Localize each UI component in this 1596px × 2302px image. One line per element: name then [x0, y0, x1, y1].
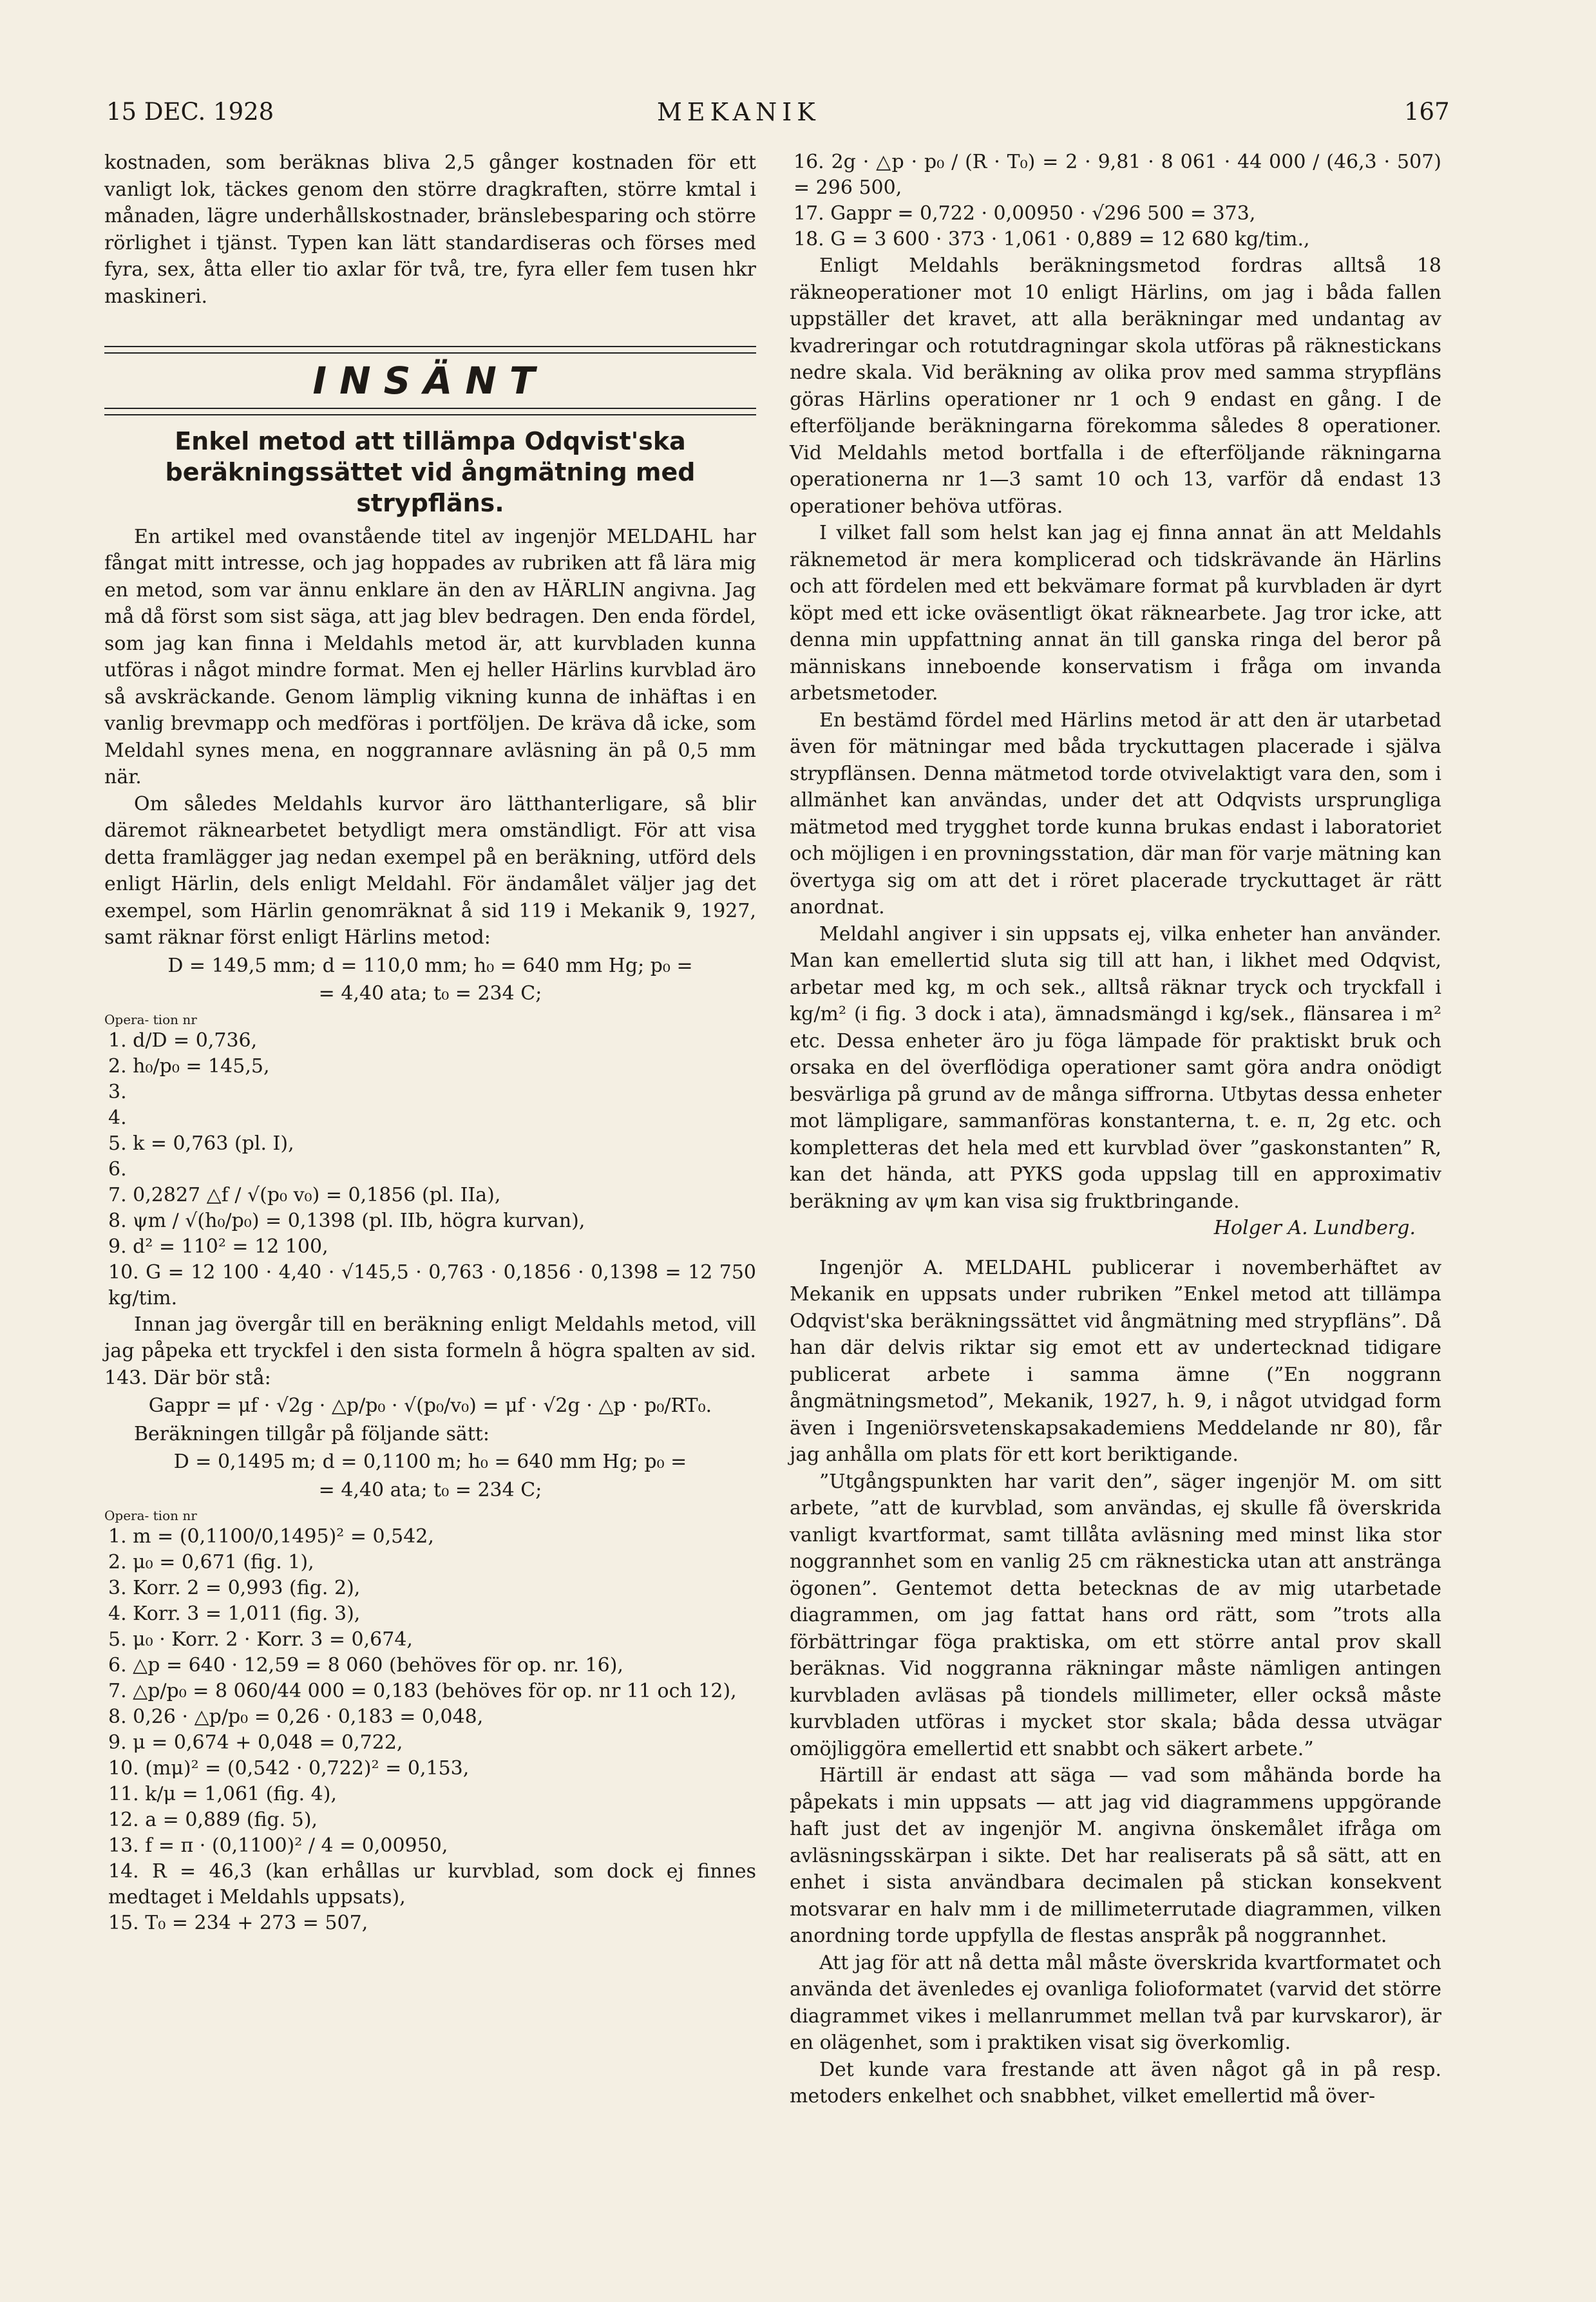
operation-line: 1. m = (0,1100/0,1495)² = 0,542,: [108, 1525, 434, 1548]
operation-line: 2. μ₀ = 0,671 (fig. 1),: [108, 1551, 314, 1574]
page-number: 167: [1404, 98, 1450, 126]
paragraph: En artikel med ovanstående titel av ingenjör MELDAHL har fångat mitt intresse, och jag hoppades av rubriken att få lära mig en metod, som var ännu enklare än den av HÄRLIN angivna. Jag må då först som sist säga, att jag blev bedragen. Den enda fördel, som jag kan finna i Meldahls metod är, att kurvbladen kunna utföras i något mindre format. Men ej heller Härlins kurvblad äro så avskräckande. Genom lämplig vikning kunna de inhäftas i en vanlig brevmapp och medföras i portföljen. De kräva då icke, som Meldahl synes mena, en noggrannare avläsning än på 0,5 mm när.: [104, 525, 756, 788]
operation-list: [104, 1028, 756, 1311]
operation-line: 8. 0,26 · △p/p₀ = 0,26 · 0,183 = 0,048,: [108, 1706, 484, 1728]
given-values: D = 0,1495 m; d = 0,1100 m; h₀ = 640 mm Hg; p₀ =: [173, 1451, 687, 1473]
operation-line: 2. h₀/p₀ = 145,5,: [108, 1054, 270, 1078]
operation-line: 10. (mμ)² = (0,542 · 0,722)² = 0,153,: [108, 1757, 470, 1780]
divider: [104, 346, 756, 347]
left-column: [104, 149, 756, 1936]
paragraph: Beräkningen tillgår på följande sätt:: [134, 1422, 489, 1445]
operation-line: 13. f = π · (0,1100)² / 4 = 0,00950,: [108, 1834, 448, 1857]
paragraph: Innan jag övergår till en beräkning enligt Meldahls metod, vill jag påpeka ett tryckfel i den sista formeln å högra spalten av sid. 143. Där bör stå:: [104, 1313, 756, 1389]
operation-line: 8. ψm / √(h₀/p₀) = 0,1398 (pl. IIb, högra kurvan),: [108, 1209, 585, 1232]
operation-line: 3.: [108, 1080, 127, 1103]
right-column: [790, 149, 1441, 2110]
article-title: Enkel metod att tillämpa Odqvist'ska beräkningssättet vid ångmätning med strypfläns.: [165, 426, 696, 517]
operation-line: 12. a = 0,889 (fig. 5),: [108, 1809, 318, 1831]
divider: [104, 414, 756, 415]
given-values: D = 149,5 mm; d = 110,0 mm; h₀ = 640 mm Hg; p₀ =: [167, 954, 693, 977]
operation-line: 4.: [108, 1106, 127, 1129]
section-banner: INSÄNT: [312, 359, 548, 403]
intro-paragraph: kostnaden, som beräknas bliva 2,5 gånger kostnaden för ett vanligt lok, täckes genom den större dragkraften, större kmtal i månaden, lägre underhållskostnader, bränslebesparing och större rörlighet i tjänst. Typen kan lätt standardiseras och förses med fyra, sex, åtta eller tio axlar för två, tre, fyra eller fem tusen hkr maskineri.: [104, 151, 756, 308]
operation-line: 9. μ = 0,674 + 0,048 = 0,722,: [108, 1731, 403, 1754]
operation-line: 6. △p = 640 · 12,59 = 8 060 (behöves för op. nr. 16),: [108, 1654, 623, 1677]
divider: [104, 408, 756, 409]
given-values: = 4,40 ata; t₀ = 234 C;: [318, 982, 542, 1005]
operation-line: 16. 2g · △p · p₀ / (R · T₀) = 2 · 9,81 · 8 061 · 44 000 / (46,3 · 507) = 296 500,: [793, 151, 1441, 199]
operation-line: 18. G = 3 600 · 373 · 1,061 · 0,889 = 12 680 kg/tim.,: [793, 228, 1310, 251]
header-date: 15 DEC. 1928: [106, 98, 274, 126]
journal-title: MEKANIK: [657, 98, 821, 126]
operation-line: 5. k = 0,763 (pl. I),: [108, 1132, 294, 1155]
operation-line: 4. Korr. 3 = 1,011 (fig. 3),: [108, 1603, 361, 1625]
operation-line: 7. △p/p₀ = 8 060/44 000 = 0,183 (behöves för op. nr 11 och 12),: [108, 1680, 737, 1702]
paragraph: Om således Meldahls kurvor äro lätthanterligare, så blir däremot räknearbetet betydligt mera omständligt. För att visa detta framlägger jag nedan exempel på en beräkning, utförd dels enligt Härlin, dels enligt Meldahl. För ändamålet väljer jag det exempel, som Härlin genomräknat å sid 119 i Mekanik 9, 1927, samt räknar först enligt Härlins metod:: [104, 792, 756, 949]
operation-list: [104, 1524, 756, 1936]
paragraph: Det kunde vara frestande att även något gå in på resp. metoders enkelhet och snabbhet, vilket emellertid må över-: [790, 2058, 1441, 2107]
given-values: = 4,40 ata; t₀ = 234 C;: [318, 1478, 542, 1501]
operation-line: 7. 0,2827 △f / √(p₀ v₀) = 0,1856 (pl. IIa),: [108, 1183, 501, 1206]
operation-line: 11. k/μ = 1,061 (fig. 4),: [108, 1783, 337, 1805]
paragraph: Meldahl angiver i sin uppsats ej, vilka enheter han använder. Man kan emellertid sluta sig till att han, i likhet med Odqvist, arbetar med kg, m och sek., alltså räknar tryck och tryckfall i kg/m² (i fig. 3 dock i ata), ämnadsmängd i kg/sek., flänsarea i m² etc. Dessa enheter äro ju föga lämpade för praktiskt bruk och orsaka en del överflödiga operationer samt göra andra onödigt besvärliga på grund av de många siffrorna. Utbytas dessa enheter mot lämpligare, sammanföras konstanterna, t. e. π, 2g etc. och kompletteras det hela med ett kurvblad över ”gaskonstanten” R, kan det hända, att PYKS goda uppslag till en approximativ beräkning av ψm kan visa sig fruktbringande.: [790, 922, 1441, 1213]
operation-heading: Opera- tion nr: [104, 1011, 197, 1027]
signature: Holger A. Lundberg.: [1213, 1217, 1416, 1239]
divider: [104, 352, 756, 354]
paragraph: Att jag för att nå detta mål måste överskrida kvartformatet och använda det ävenledes ej ovanliga folioformatet (varvid det större diagrammet vikes i mellanrummet mellan två par kurvskaror), är en olägenhet, som i praktiken visat sig överkomlig.: [790, 1951, 1441, 2054]
paragraph: ”Utgångspunkten har varit den”, säger ingenjör M. om sitt arbete, ”att de kurvblad, som användas, ej skulle få överskrida vanligt kvartformat, samt tillåta avläsning med minst lika stor noggrannhet som en vanlig 25 cm räknesticka utan att anstränga ögonen”. Gentemot detta betecknas de av mig utarbetade diagrammen, om jag fattat hans ord rätt, som ”trots alla förbättringar föga praktiska, om ett större antal prov skall beräknas. Vid noggranna räkningar måste nämligen antingen kurvbladen avläsas på tiondels millimeter, eller också måste kurvbladen utföras i mycket stor skala; båda dessa utvägar omöjliggöra emellertid ett snabbt och säkert arbete.”: [790, 1470, 1441, 1760]
operation-line: 5. μ₀ · Korr. 2 · Korr. 3 = 0,674,: [108, 1628, 413, 1651]
paragraph: Ingenjör A. MELDAHL publicerar i novemberhäftet av Mekanik en uppsats under rubriken ”Enkel metod att tillämpa Odqvist'ska beräkningssättet vid ångmätning med strypfläns”. Då han där delvis riktar sig emot ett av undertecknad tidigare publicerat arbete i samma ämne (”En noggrann ångmätningsmetod”, Mekanik, 1927, h. 9, i något utvidgad form även i Ingeniörsvetenskapsakademiens Meddelande nr 80), får jag anhålla om plats för ett kort beriktigande.: [790, 1256, 1441, 1466]
operation-heading: Opera- tion nr: [104, 1508, 197, 1523]
operation-list: [790, 149, 1441, 252]
paragraph: Enligt Meldahls beräkningsmetod fordras alltså 18 räkneoperationer mot 10 enligt Härlins, om jag i båda fallen uppställer det kravet, att alla beräkningar med undantag av kvadreringar och rotutdragningar skola utföras på räknestickans nedre skala. Vid beräkning av olika prov med samma strypfläns göras Härlins operationer nr 1 och 9 endast en gång. I de efterföljande beräkningarna förekomma således 8 operationer. Vid Meldahls metod bortfalla i de efterföljande räkningarna operationerna nr 1—3 samt 10 och 13, varför då endast 13 operationer behöva utföras.: [790, 254, 1441, 518]
operation-line: 15. T₀ = 234 + 273 = 507,: [108, 1912, 368, 1934]
operation-line: 14. R = 46,3 (kan erhållas ur kurvblad, som dock ej finnes medtaget i Meldahls uppsats),: [108, 1860, 756, 1908]
operation-line: 10. G = 12 100 · 4,40 · √145,5 · 0,763 · 0,1856 · 0,1398 = 12 750 kg/tim.: [108, 1260, 756, 1309]
operation-line: 9. d² = 110² = 12 100,: [108, 1235, 328, 1258]
operation-line: 1. d/D = 0,736,: [108, 1029, 258, 1052]
paragraph: Härtill är endast att säga — vad som måhända borde ha påpekats i min uppsats — att jag vid diagrammens uppgörande haft just det av ingenjör M. angivna önskemålet ifråga om avläsningsskärpan i sikte. Det har realiserats på så sätt, att en enhet i sista användbara decimalen på stickan konsekvent motsvarar en halv mm i de millimeterrutade diagrammen, vilken anordning torde uppfylla de flestas anspråk på noggrannhet.: [790, 1764, 1441, 1947]
operation-line: 17. Gappr = 0,722 · 0,00950 · √296 500 = 373,: [793, 202, 1256, 225]
formula: Gappr = μf · √2g · △p/p₀ · √(p₀/v₀) = μf · √2g · △p · p₀/RT₀.: [148, 1394, 712, 1417]
paragraph: I vilket fall som helst kan jag ej finna annat än att Meldahls räknemetod är mera komplicerad och tidskrävande än Härlins och att fördelen med ett bekvämare format på kurvbladen är dyrt köpt med ett icke oväsentligt ökat räknearbete. Jag tror icke, att denna min uppfattning annat än till ganska ringa del beror på människans inneboende konservatism i fråga om invanda arbetsmetoder.: [790, 522, 1441, 705]
paragraph: En bestämd fördel med Härlins metod är att den är utarbetad även för mätningar med båda tryckuttagen placerade i själva strypflänsen. Denna mätmetod torde otvivelaktigt vara den, som i allmänhet kan användas, under det att Odqvists ursprungliga mätmetod med trygghet torde kunna brukas endast i laboratoriet och möjligen i en provningsstation, där man för varje mätning kan övertyga sig om att det i röret placerade tryckuttaget är rätt anordnat.: [790, 709, 1441, 918]
operation-line: 3. Korr. 2 = 0,993 (fig. 2),: [108, 1577, 361, 1599]
operation-line: 6.: [108, 1157, 127, 1181]
